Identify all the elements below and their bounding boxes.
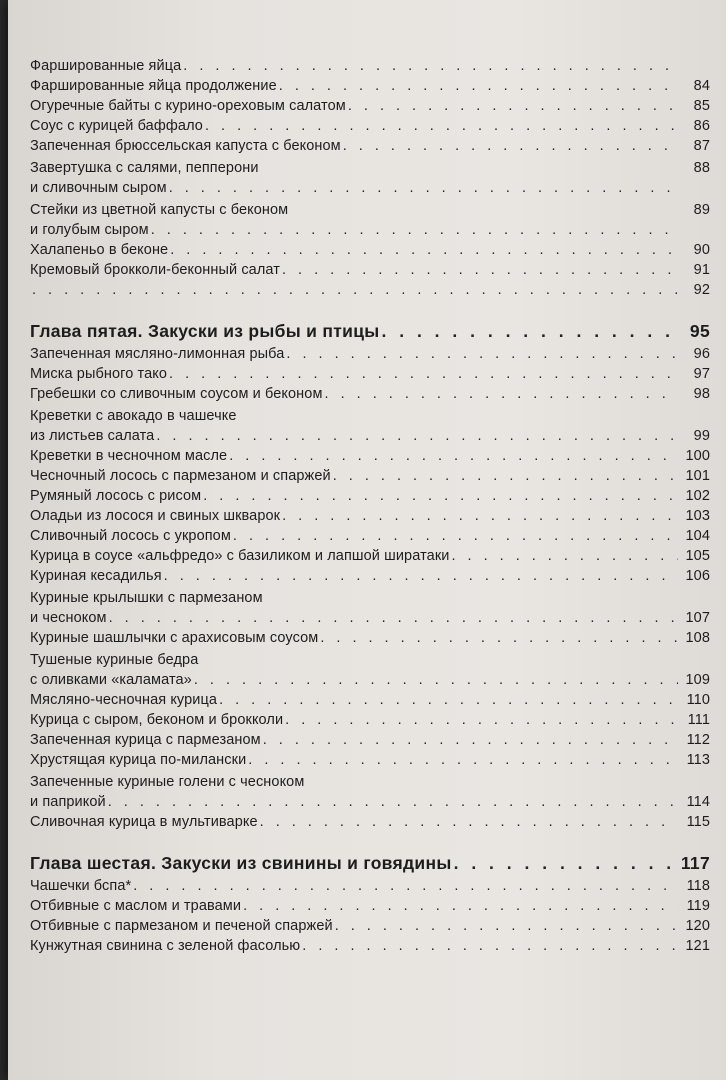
entry-title: Сливочный лосось с укропом (30, 528, 231, 544)
dot-leader (348, 96, 678, 116)
toc-entry (30, 364, 710, 384)
table-of-contents (30, 56, 710, 956)
entry-title: Миска рыбного тако (30, 366, 168, 382)
toc-entry (30, 116, 710, 136)
entry-title: Хрустящая курица по-милански (30, 752, 247, 768)
chapter-title: Глава пятая. Закуски из рыбы и птицы (30, 321, 380, 341)
page-number: 88 (693, 160, 710, 176)
toc-entry (30, 178, 710, 198)
dot-leader (183, 56, 678, 76)
page-number: 99 (693, 428, 710, 444)
entry-title: Тушеные куриные бедра (30, 652, 199, 668)
chapter-heading (30, 312, 710, 344)
page-number: 111 (687, 712, 710, 728)
toc-entry (30, 506, 710, 526)
toc-entry (30, 916, 710, 936)
page-number: 85 (693, 98, 710, 114)
dot-leader (263, 730, 678, 750)
page-number: 114 (686, 794, 710, 810)
dot-leader (133, 876, 678, 896)
dot-leader (108, 792, 678, 812)
toc-entry (30, 96, 710, 116)
entry-title: из листьев салата (30, 428, 155, 444)
toc-entry (30, 812, 710, 832)
page-number: 118 (686, 878, 710, 894)
entry-title: Чашечки бспа* (30, 878, 132, 894)
page-number: 91 (693, 262, 710, 278)
entry-title: Кремовый брокколи-беконный салат (30, 262, 280, 278)
entry-title: Курица в соусе «альфредо» с базиликом и лапшой ширатаки (30, 548, 450, 564)
entry-title: Румяный лосось с рисом (30, 488, 202, 504)
page-number: 119 (686, 898, 710, 914)
page-number: 121 (685, 938, 710, 954)
dot-leader (302, 936, 678, 956)
toc-entry (30, 404, 710, 426)
dot-leader (320, 628, 678, 648)
toc-entry (30, 446, 710, 466)
dot-leader (260, 812, 678, 832)
entry-title: Запеченные куриные голени с чесноком (30, 774, 305, 790)
dot-leader (151, 220, 678, 240)
toc-entry (30, 896, 710, 916)
toc-entry (30, 750, 710, 770)
dot-leader (451, 546, 678, 566)
entry-title: и чесноком (30, 610, 107, 626)
toc-entry (30, 936, 710, 956)
page-number: 110 (686, 692, 710, 708)
entry-title: и голубым сыром (30, 222, 149, 238)
toc-entry (30, 76, 710, 96)
toc-entry (30, 136, 710, 156)
dot-leader (454, 850, 678, 876)
dot-leader (282, 506, 678, 526)
toc-entry (30, 586, 710, 608)
toc-entry (30, 546, 710, 566)
entry-title: Соус с курицей баффало (30, 118, 203, 134)
page-number: 102 (685, 488, 710, 504)
entry-title: Куриная кесадилья (30, 568, 162, 584)
entry-title: Куриные крылышки с пармезаном (30, 590, 263, 606)
toc-entry (30, 608, 710, 628)
dot-leader (170, 240, 678, 260)
page-number: 117 (680, 853, 710, 873)
page-number: 97 (693, 366, 710, 382)
entry-title: Кунжутная свинина с зеленой фасолью (30, 938, 301, 954)
toc-entry (30, 648, 710, 670)
entry-title: Сливочная курица в мультиварке (30, 814, 258, 830)
entry-title: Запеченная курица с пармезаном (30, 732, 261, 748)
entry-title: Запеченная мясляно-лимонная рыба (30, 346, 285, 362)
toc-entry (30, 156, 710, 178)
dot-leader (282, 260, 678, 280)
page-number: 115 (686, 814, 710, 830)
toc-entry (30, 384, 710, 404)
entry-title: Креветки с авокадо в чашечке (30, 408, 237, 424)
page-number: 106 (685, 568, 710, 584)
dot-leader (169, 364, 678, 384)
entry-title: Оладьи из лосося и свиных шкварок (30, 508, 281, 524)
entry-title: Гребешки со сливочным соусом и беконом (30, 386, 323, 402)
book-page (8, 0, 726, 1080)
entry-title: Стейки из цветной капусты с беконом (30, 202, 289, 218)
entry-title: и паприкой (30, 794, 106, 810)
page-number: 112 (686, 732, 710, 748)
toc-entry (30, 670, 710, 690)
entry-title: Курица с сыром, беконом и брокколи (30, 712, 284, 728)
dot-leader (325, 384, 678, 404)
page-number: 90 (693, 242, 710, 258)
toc-entry (30, 730, 710, 750)
dot-leader (248, 750, 678, 770)
toc-entry (30, 526, 710, 546)
dot-leader (203, 486, 678, 506)
entry-title: Халапеньо в беконе (30, 242, 169, 258)
entry-title: Фаршированные яйца продолжение (30, 78, 277, 94)
dot-leader (194, 670, 678, 690)
dot-leader (286, 344, 678, 364)
page-number: 84 (693, 78, 710, 94)
dot-leader (156, 426, 678, 446)
toc-entry (30, 486, 710, 506)
page-number: 101 (685, 468, 710, 484)
entry-title: Огуречные байты с курино-ореховым салатом (30, 98, 346, 114)
entry-title: Отбивные с пармезаном и печеной спаржей (30, 918, 333, 934)
page-number: 100 (685, 448, 710, 464)
entry-title: Мясляно-чесночная курица (30, 692, 218, 708)
toc-entry (30, 466, 710, 486)
dot-leader (382, 318, 679, 344)
dot-leader (233, 526, 678, 546)
toc-entry (30, 260, 710, 280)
page-number: 109 (685, 672, 710, 688)
dot-leader (109, 608, 678, 628)
dot-leader (333, 466, 678, 486)
dot-leader (335, 916, 678, 936)
page-number: 92 (693, 282, 710, 298)
toc-entry (30, 710, 710, 730)
toc-entry (30, 566, 710, 586)
entry-title: Отбивные с маслом и травами (30, 898, 242, 914)
entry-title: Фаршированные яйца (30, 58, 182, 74)
chapter-heading (30, 844, 710, 876)
page-number: 120 (685, 918, 710, 934)
dot-leader (343, 136, 678, 156)
page-number: 87 (693, 138, 710, 154)
toc-entry (30, 628, 710, 648)
toc-entry (30, 876, 710, 896)
entry-title: Завертушка с салями, пепперони (30, 160, 259, 176)
dot-leader (243, 896, 678, 916)
page-number: 89 (693, 202, 710, 218)
page-number: 107 (685, 610, 710, 626)
toc-entry (30, 56, 710, 76)
dot-leader (32, 280, 678, 300)
page-number: 104 (685, 528, 710, 544)
page-number: 113 (686, 752, 710, 768)
dot-leader (285, 710, 678, 730)
toc-entry (30, 240, 710, 260)
entry-title: и сливочным сыром (30, 180, 167, 196)
page-number: 105 (685, 548, 710, 564)
page-number: 86 (693, 118, 710, 134)
dot-leader (205, 116, 678, 136)
page-number: 96 (693, 346, 710, 362)
entry-title: Куриные шашлычки с арахисовым соусом (30, 630, 319, 646)
dot-leader (279, 76, 678, 96)
toc-entry (30, 690, 710, 710)
toc-entry (30, 280, 710, 300)
entry-title: Чесночный лосось с пармезаном и спаржей (30, 468, 331, 484)
toc-entry (30, 426, 710, 446)
toc-entry (30, 792, 710, 812)
chapter-title: Глава шестая. Закуски из свинины и говядины (30, 853, 452, 873)
dot-leader (169, 178, 678, 198)
dot-leader (229, 446, 678, 466)
entry-title: Запеченная брюссельская капуста с беконом (30, 138, 341, 154)
toc-entry (30, 220, 710, 240)
toc-entry (30, 198, 710, 220)
page-number: 98 (693, 386, 710, 402)
toc-entry (30, 344, 710, 364)
page-number: 108 (685, 630, 710, 646)
dot-leader (164, 566, 678, 586)
page-number: 103 (685, 508, 710, 524)
page-number: 95 (689, 321, 710, 341)
entry-title: с оливками «каламата» (30, 672, 192, 688)
dot-leader (219, 690, 678, 710)
toc-entry (30, 770, 710, 792)
entry-title: Креветки в чесночном масле (30, 448, 228, 464)
